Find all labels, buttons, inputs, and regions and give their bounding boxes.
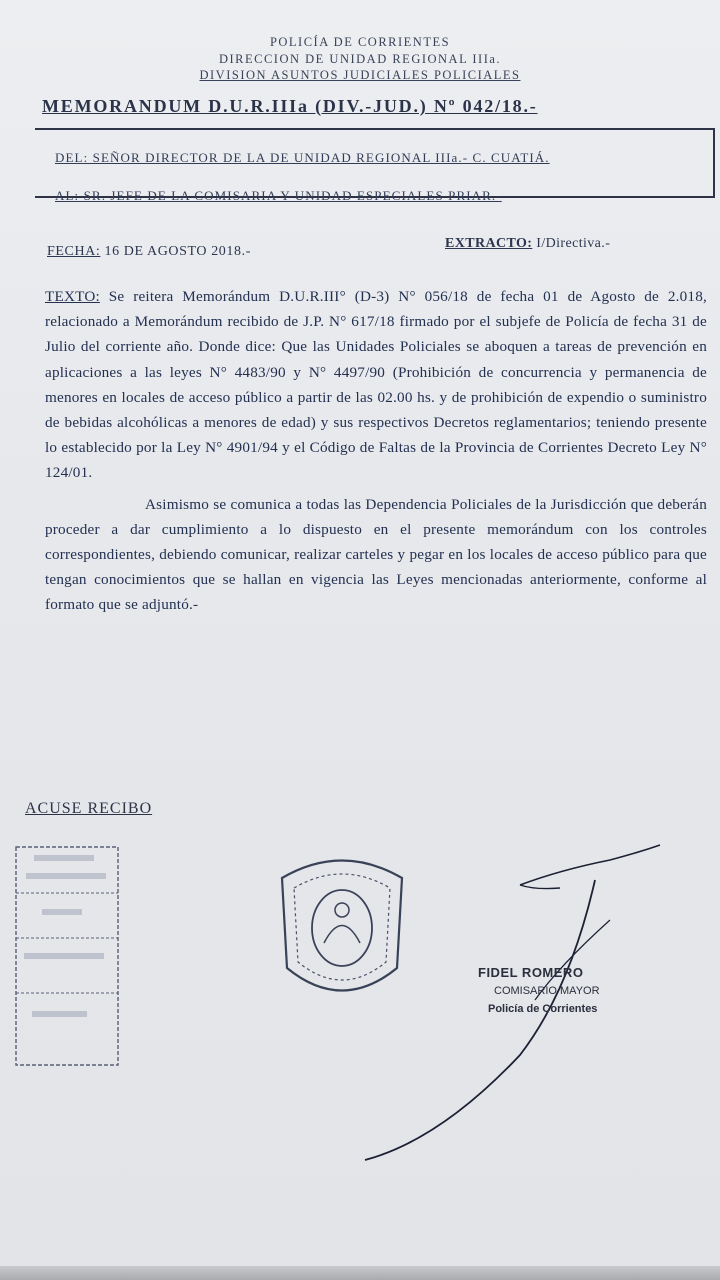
extract-label: EXTRACTO: (445, 236, 533, 251)
signatory-name: FIDEL ROMERO (478, 965, 584, 980)
header-division: DIVISION ASUNTOS JUDICIALES POLICIALES (199, 68, 521, 82)
date-value: 16 DE AGOSTO 2018.- (100, 244, 251, 259)
date-line (47, 244, 251, 260)
header-institution: POLICÍA DE CORRIENTES (269, 35, 451, 49)
header-direction: DIRECCION DE UNIDAD REGIONAL IIIa. (218, 52, 502, 66)
reception-stamp-graphic (12, 843, 120, 1068)
from-line: DEL: SEÑOR DIRECTOR DE LA DE UNIDAD REGIONAL IIIa.- C. CUATIÁ. (55, 150, 550, 165)
reception-stamp-frame (12, 843, 120, 1068)
text-label: TEXTO: (45, 288, 100, 305)
page-bottom-edge (0, 1266, 720, 1280)
extract-line (445, 236, 610, 252)
to-line: AL: SR. JEFE DE LA COMISARIA Y UNIDAD ESPECIALES PRIAR.- (55, 188, 502, 203)
memo-title: MEMORANDUM D.U.R.IIIa (DIV.-JUD.) Nº 042/18.- (42, 96, 538, 116)
signatory-organization: Policía de Corrientes (488, 1003, 598, 1015)
date-label: FECHA: (47, 244, 101, 259)
body-paragraph-1 (45, 284, 707, 486)
signatory-rank: COMISARIO MAYOR (494, 985, 600, 997)
paragraph-1-text: Se reitera Memorándum D.U.R.III° (D-3) N° 056/18 de fecha 01 de Agosto de 2.018, relacionado a Memorándum recibido de J.P. N° 617/18 firmado por el subjefe de Policía de fecha 31 de Julio del corriente año. Donde dice: Que las Unidades Policiales se aboquen a tareas de prevención en aplicaciones a las leyes N° 4483/90 y N° 4497/90 (Prohibición de concurrencia y permanencia de menores en locales de acceso público a partir de las 02.00 hs. y de prohibición de expendio o suministro de bebidas alcohólicas a menores de edad) y sus respectivos Decretos reglamentarios; teniendo presente lo establecido por la Ley N° 4901/94 y el Código de Faltas de la Provincia de Corrientes Decreto Ley N° 124/01. (45, 288, 707, 482)
acknowledgement-label: ACUSE RECIBO (25, 800, 153, 817)
body-paragraph-2: Asimismo se comunica a todas las Dependencia Policiales de la Jurisdicción que deberán proceder a dar cumplimiento a lo dispuesto en el presente memorándum con los controles correspondientes, debiendo comunicar, realizar carteles y pegar en los locales de acceso público para que tengan conocimientos que se hallan en vigencia las Leyes mencionadas anteriormente, conforme al formato que se adjuntó.- (45, 495, 707, 614)
memo-body (45, 284, 707, 618)
extract-value: I/Directiva.- (532, 236, 611, 251)
